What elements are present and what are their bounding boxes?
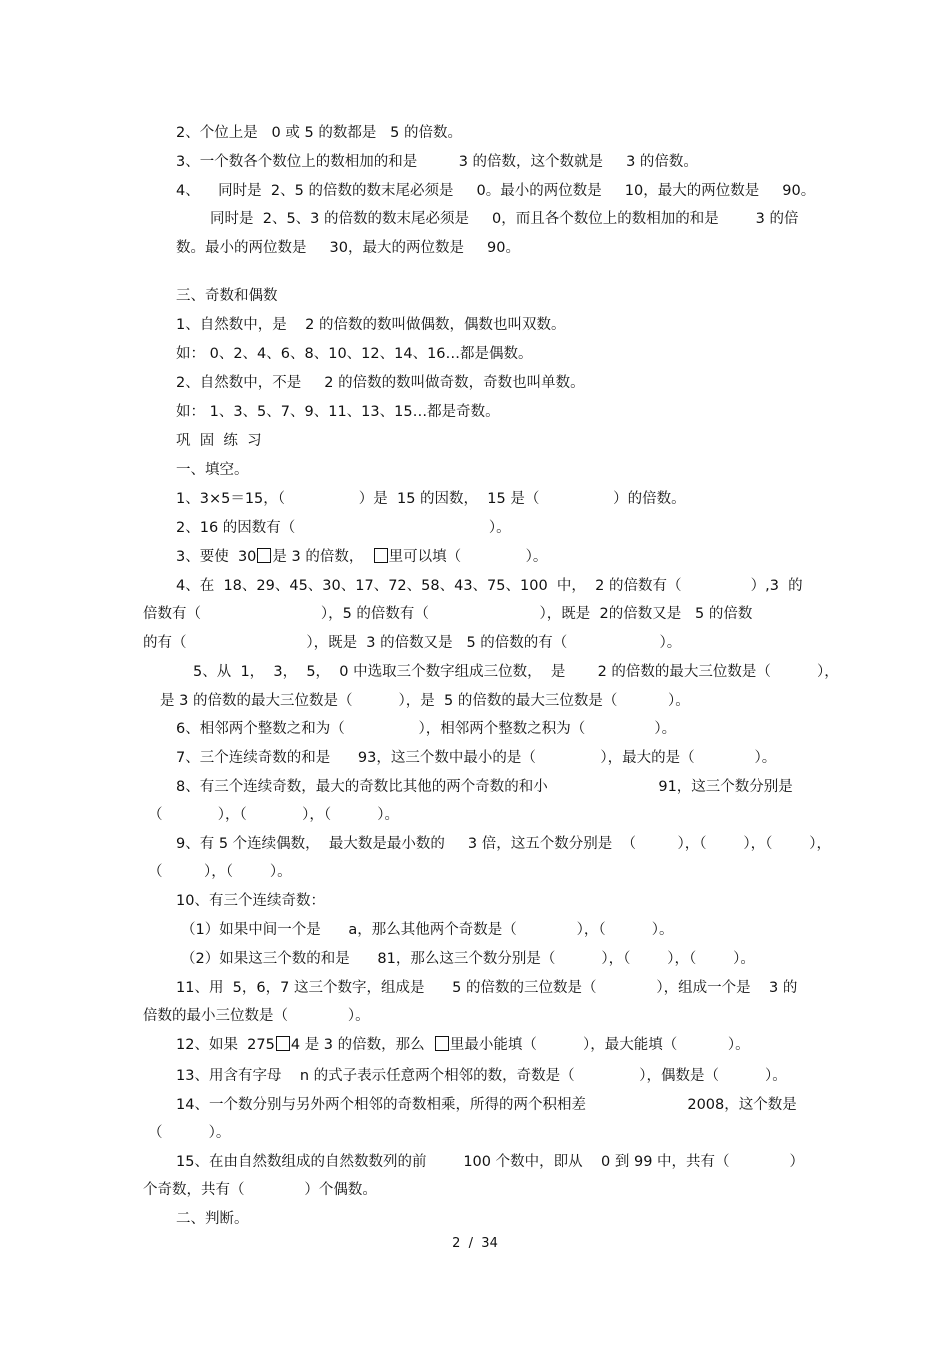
text-line: 同时是 2、5、3 的倍数的数末尾必须是 0，而且各个数位上的数相加的和是 3 的倍 bbox=[210, 211, 799, 227]
text-segment: 3、要使 30 bbox=[176, 549, 257, 565]
text-segment: 4 是 3 的倍数，那么 bbox=[290, 1037, 434, 1053]
page-number: 2 / 34 bbox=[452, 1236, 498, 1251]
section-heading: 三、奇数和偶数 bbox=[176, 288, 278, 304]
question-line bbox=[176, 1035, 750, 1055]
question-line: 15、在由自然数组成的自然数数列的前 100 个数中，即从 0 到 99 中，共有（ ） bbox=[176, 1154, 804, 1170]
blank-box bbox=[276, 1036, 290, 1051]
text-line: 4、 同时是 2、5 的倍数的数末尾必须是 0。最小的两位数是 10，最大的两位数是 90。 bbox=[176, 183, 816, 199]
text-line: 2、自然数中，不是 2 的倍数的数叫做奇数，奇数也叫单数。 bbox=[176, 375, 585, 391]
question-line: （ ）。 bbox=[148, 1125, 231, 1141]
question-line: 倍数的最小三位数是（ ）。 bbox=[143, 1008, 370, 1024]
question-line: 7、三个连续奇数的和是 93，这三个数中最小的是（ ），最大的是（ ）。 bbox=[176, 750, 777, 766]
section-heading: 二、判断。 bbox=[176, 1211, 249, 1227]
text-line: 1、自然数中，是 2 的倍数的数叫做偶数，偶数也叫双数。 bbox=[176, 317, 566, 333]
text-line: 数。最小的两位数是 30，最大的两位数是 90。 bbox=[176, 240, 520, 256]
question-line bbox=[176, 547, 547, 567]
text-segment: 是 3 的倍数， bbox=[272, 549, 373, 565]
text-line: 2、个位上是 0 或 5 的数都是 5 的倍数。 bbox=[176, 125, 462, 141]
blank-box bbox=[435, 1036, 449, 1051]
question-line: （1）如果中间一个是 a，那么其他两个奇数是（ ），（ ）。 bbox=[181, 922, 674, 938]
section-heading: 一、填空。 bbox=[176, 462, 249, 478]
question-line: （2）如果这三个数的和是 81，那么这三个数分别是（ ），（ ），（ ）。 bbox=[181, 951, 755, 967]
question-line: 个奇数，共有（ ）个偶数。 bbox=[143, 1182, 377, 1198]
question-line: 是 3 的倍数的最大三位数是（ ），是 5 的倍数的最大三位数是（ ）。 bbox=[160, 693, 690, 709]
question-line: （ ），（ ）。 bbox=[148, 864, 292, 880]
question-line: 的有（ ），既是 3 的倍数又是 5 的倍数的有（ ）。 bbox=[143, 635, 682, 651]
text-line: 如： 0、2、4、6、8、10、12、14、16…都是偶数。 bbox=[176, 346, 533, 362]
text-line: 3、一个数各个数位上的数相加的和是 3 的倍数，这个数就是 3 的倍数。 bbox=[176, 154, 698, 170]
text-segment: 12、如果 275 bbox=[176, 1037, 275, 1053]
question-line: 2、16 的因数有（ ）。 bbox=[176, 520, 511, 536]
question-line: 4、在 18、29、45、30、17、72、58、43、75、100 中， 2 的倍数有（ ）,3 的 bbox=[176, 578, 803, 594]
question-line: 8、有三个连续奇数，最大的奇数比其他的两个奇数的和小 91，这三个数分别是 bbox=[176, 779, 793, 795]
question-line: 9、有 5 个连续偶数， 最大数是最小数的 3 倍，这五个数分别是 （ ），（ ），（ ）， bbox=[176, 836, 831, 852]
blank-box bbox=[257, 548, 271, 563]
section-heading: 巩 固 练 习 bbox=[176, 433, 262, 449]
question-line: 14、一个数分别与另外两个相邻的奇数相乘，所得的两个积相差 2008，这个数是 bbox=[176, 1097, 797, 1113]
question-line: 10、有三个连续奇数： bbox=[176, 893, 325, 909]
question-line: 1、3×5＝15，（ ）是 15 的因数， 15 是（ ）的倍数。 bbox=[176, 491, 686, 507]
question-line: （ ），（ ），（ ）。 bbox=[148, 807, 399, 823]
question-line: 11、用 5，6，7 这三个数字，组成是 5 的倍数的三位数是（ ），组成一个是 3 的 bbox=[176, 980, 798, 996]
question-line: 5、从 1， 3， 5， 0 中选取三个数字组成三位数， 是 2 的倍数的最大三位数是（ ）， bbox=[193, 664, 839, 680]
text-line: 如： 1、3、5、7、9、11、13、15…都是奇数。 bbox=[176, 404, 500, 420]
question-line: 13、用含有字母 n 的式子表示任意两个相邻的数，奇数是（ ），偶数是（ ）。 bbox=[176, 1068, 787, 1084]
text-segment: 里可以填（ ）。 bbox=[388, 549, 548, 565]
question-line: 6、相邻两个整数之和为（ ），相邻两个整数之积为（ ）。 bbox=[176, 721, 677, 737]
text-segment: 里最小能填（ ），最大能填（ ）。 bbox=[449, 1037, 750, 1053]
question-line: 倍数有（ ），5 的倍数有（ ），既是 2的倍数又是 5 的倍数 bbox=[143, 606, 753, 622]
blank-box bbox=[374, 548, 388, 563]
